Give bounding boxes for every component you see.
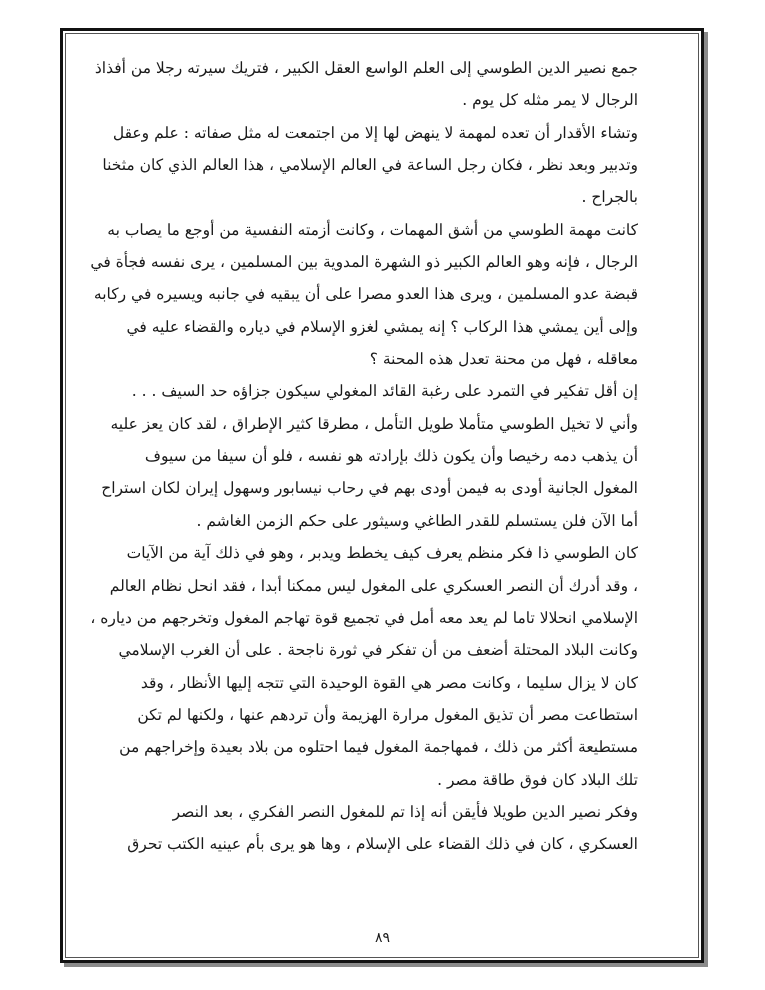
text-line: كان لا يزال سليما ، وكانت مصر هي القوة الوحيدة التي تتجه إليها الأنظار ، وقد (140, 673, 638, 692)
text-line: الرجال لا يمر مثله كل يوم . (462, 91, 638, 110)
text-line: المغول الجانية أودى به فيمن أودى بهم في رحاب نيسابور وسهول إيران لكان استراح (101, 479, 638, 498)
text-line: وإلى أين يمشي هذا الركاب ؟ إنه يمشي لغزو الإسلام في دياره والقضاء عليه في (126, 317, 638, 336)
text-line: العسكري ، كان في ذلك القضاء على الإسلام ، وها هو يرى بأم عينيه الكتب تحرق (127, 835, 638, 854)
text-line: كانت مهمة الطوسي من أشق المهمات ، وكانت أزمته النفسية من أوجع ما يصاب به (107, 220, 638, 239)
text-line: كان الطوسي ذا فكر منظم يعرف كيف يخطط ويدبر ، وهو في ذلك آية من الآيات (126, 544, 638, 563)
text-line: الإسلامي انحلالا تاما لم يعد معه أمل في تجميع قوة تهاجم المغول وتخرجهم من دياره ، (90, 608, 638, 627)
text-line: تلك البلاد كان فوق طاقة مصر . (437, 770, 638, 789)
page-text (82, 52, 638, 861)
text-line: ، وقد أدرك أن النصر العسكري على المغول ليس ممكنا أبدا ، فقد انحل نظام العالم (109, 576, 638, 595)
text-line: وفكر نصير الدين طويلا فأيقن أنه إذا تم للمغول النصر الفكري ، بعد النصر (172, 802, 638, 821)
text-line: وتدبير وبعد نظر ، فكان رجل الساعة في العالم الإسلامي ، هذا العالم الذي كان مثخنا (102, 156, 638, 175)
text-line: معاقله ، فهل من محنة تعدل هذه المحنة ؟ (369, 350, 638, 369)
text-line: الرجال ، فإنه وهو العالم الكبير ذو الشهرة المدوية بين المسلمين ، يرى نفسه فجأة في (90, 253, 638, 272)
text-line: جمع نصير الدين الطوسي إلى العلم الواسع العقل الكبير ، فتريك سيرته رجلا من أفذاذ (94, 59, 638, 77)
text-line: وأني لا تخيل الطوسي متأملا طويل التأمل ، مطرقا كثير الإطراق ، لقد كان يعز عليه (110, 414, 638, 433)
text-line: وكانت البلاد المحتلة أضعف من أن تفكر في ثورة ناجحة . على أن الغرب الإسلامي (118, 641, 638, 660)
text-line: بالجراح . (581, 188, 638, 207)
text-line: أما الآن فلن يستسلم للقدر الطاغي وسيثور على حكم الزمن الغاشم . (196, 511, 638, 530)
text-line: مستطيعة أكثر من ذلك ، فمهاجمة المغول فيما احتلوه من بلاد بعيدة وإخراجهم من (119, 738, 638, 757)
text-line: قبضة عدو المسلمين ، ويرى هذا العدو مصرا على أن يبقيه في جانبه ويسيره في ركابه (93, 285, 638, 304)
text-line: وتشاء الأقدار أن تعده لمهمة لا ينهض لها إلا من اجتمعت له مثل صفاته : علم وعقل (112, 123, 638, 142)
text-line: إن أقل تفكير في التمرد على رغبة القائد المغولي سيكون جزاؤه حد السيف . . . (131, 382, 638, 401)
text-line: استطاعت مصر أن تذيق المغول مرارة الهزيمة وأن تردهم عنها ، ولكنها لم تكن (137, 705, 638, 724)
text-line: أن يذهب دمه رخيصا وأن يكون ذلك بإرادته هو نفسه ، فلو أن سيفا من سيوف (144, 447, 638, 466)
page-number: ٨٩ (374, 930, 391, 946)
